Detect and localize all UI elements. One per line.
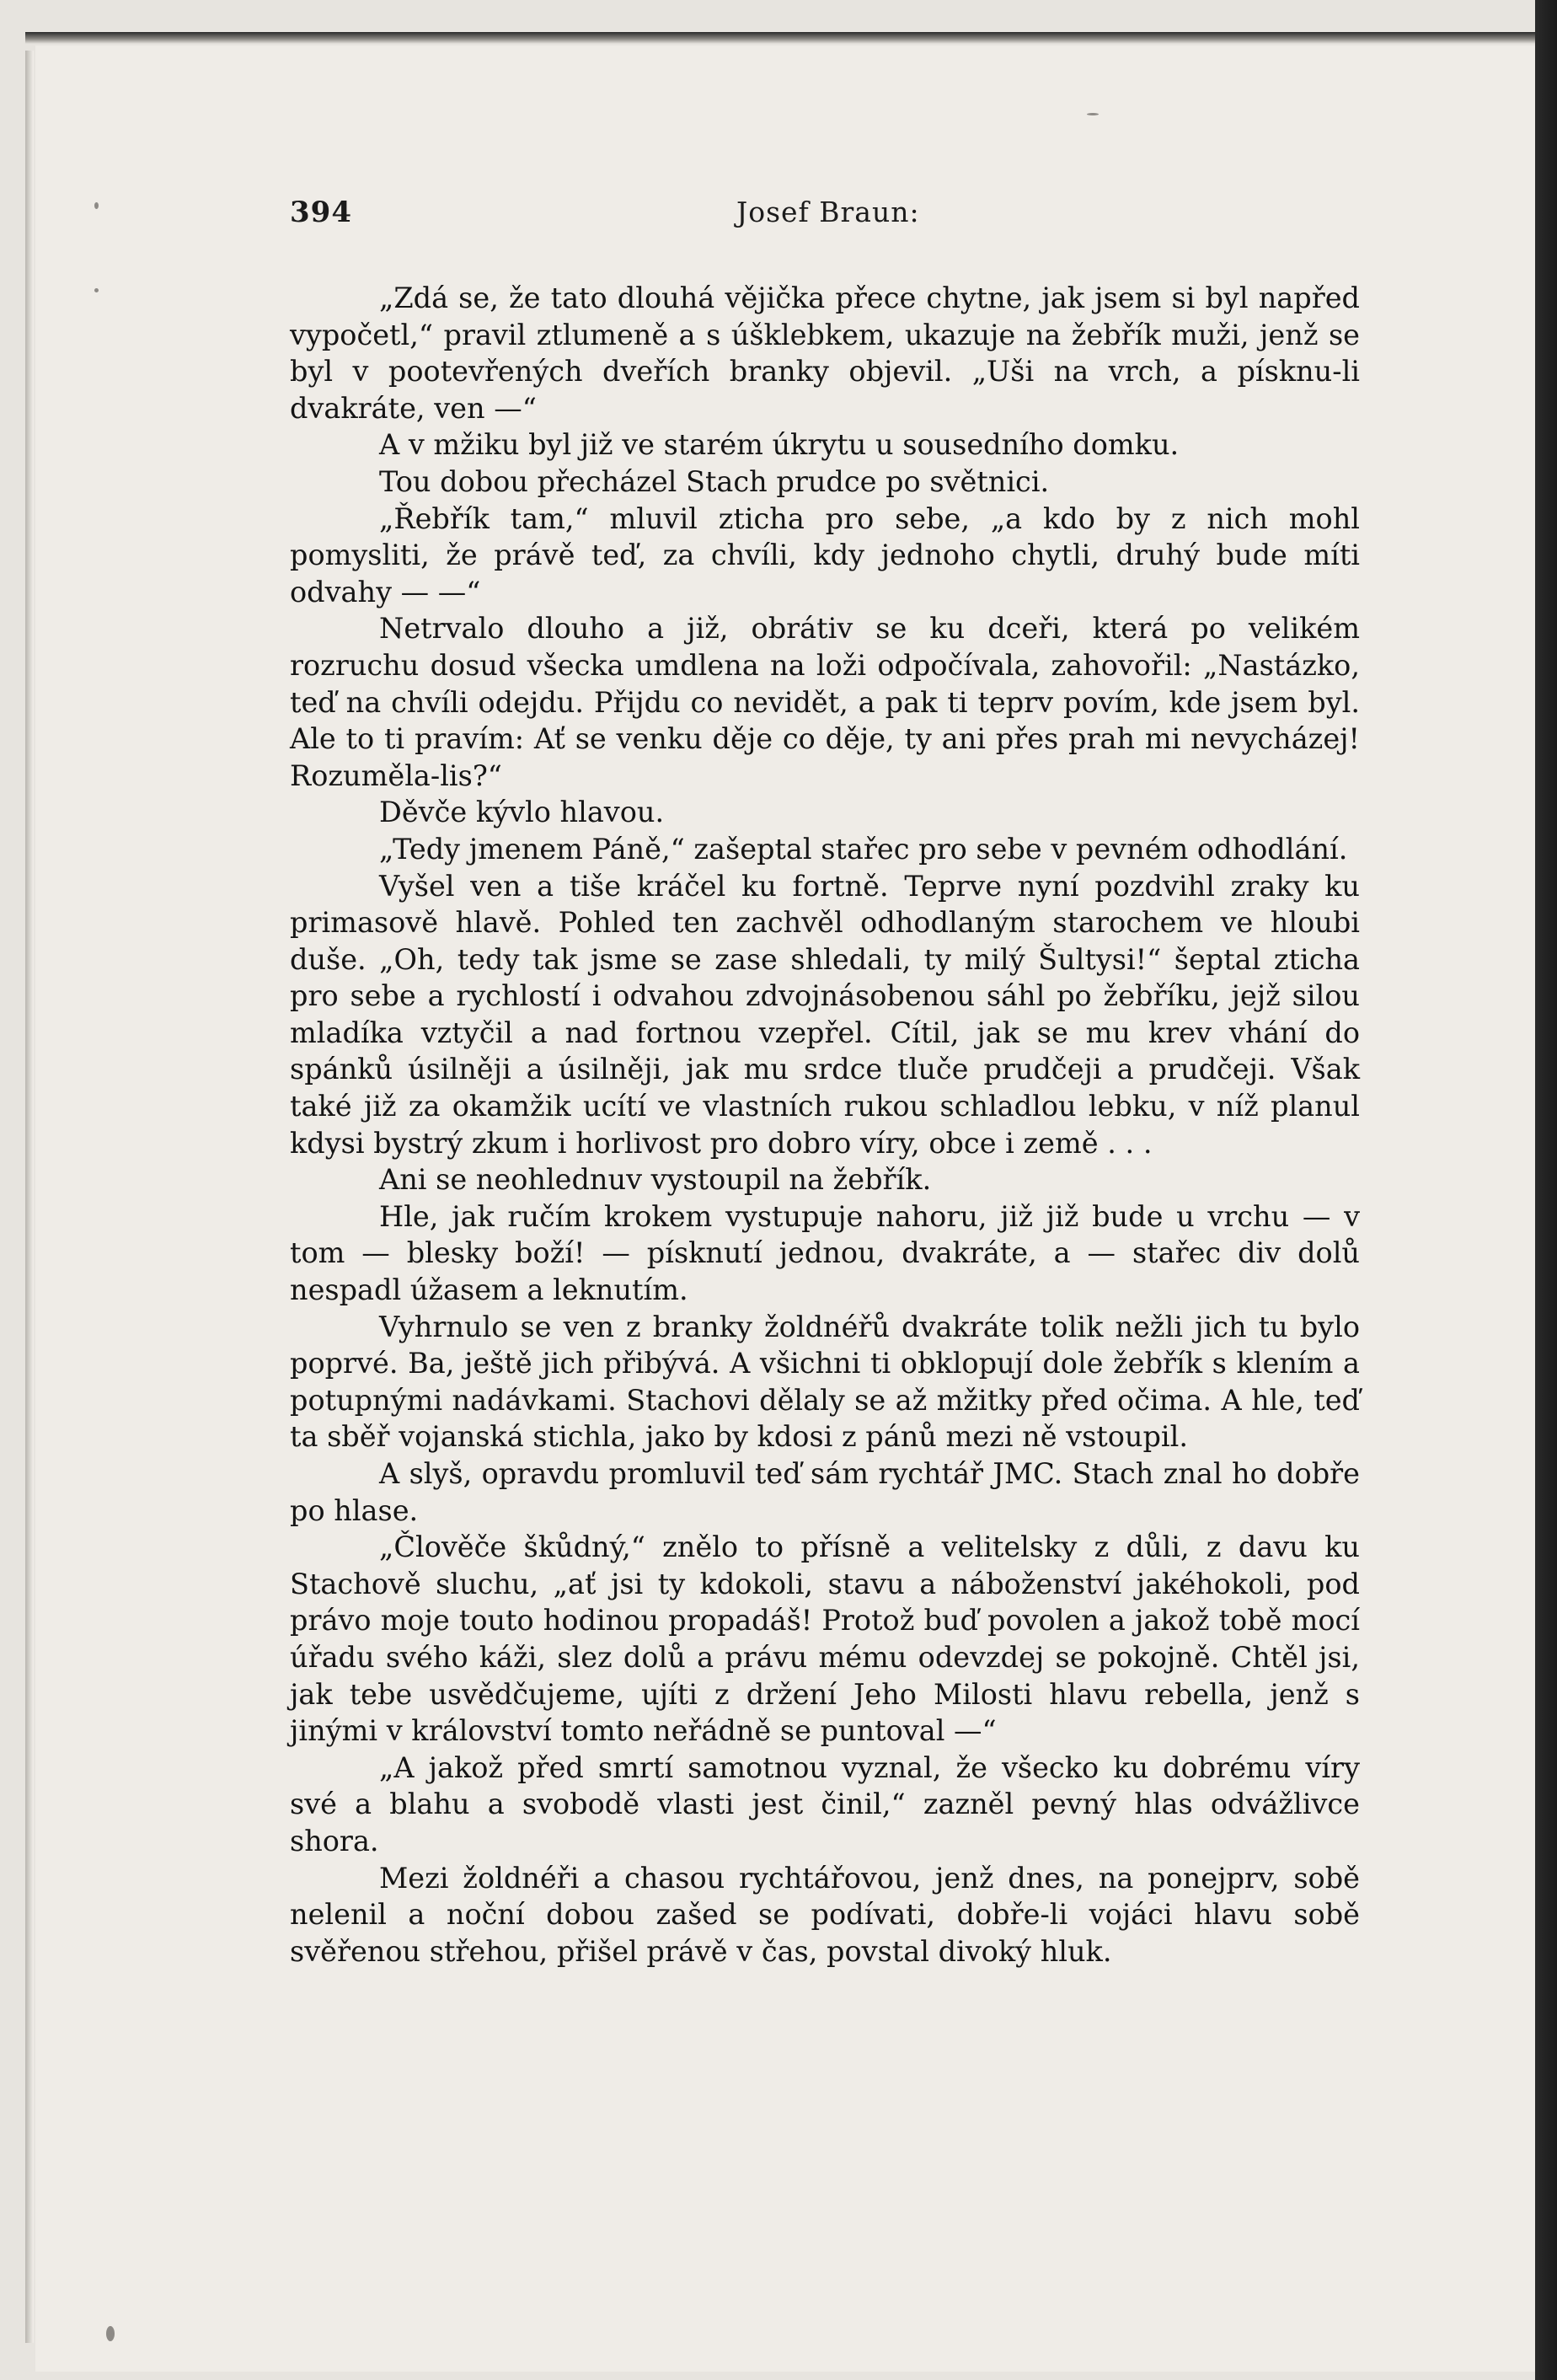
paragraph: „Zdá se, že tato dlouhá vějička přece chytne, jak jsem si byl napřed vypočetl,“ pravil ztlumeně a s úšklebkem, ukazuje na žebřík muži, jenž se byl v pootevřených dveřích branky objevil. „Uši na vrch, a písknu-li dvakráte, ven —“ [290, 281, 1360, 425]
running-title: Josef Braun: [736, 196, 920, 228]
paragraph: „A jakož před smrtí samotnou vyznal, že všecko ku dobrému víry své a blahu a svobodě vlasti jest činil,“ zazněl pevný hlas odvážlivce shora. [290, 1750, 1360, 1857]
paragraph: „Řebřík tam,“ mluvil zticha pro sebe, „a kdo by z nich mohl pomysliti, že právě teď, za chvíli, kdy jednoho chytli, druhý bude míti odvahy — —“ [290, 501, 1360, 608]
paragraph: Ani se neohlednuv vystoupil na žebřík. [379, 1163, 932, 1197]
paragraph: Mezi žoldnéři a chasou rychtářovou, jenž dnes, na ponejprv, sobě nelenil a noční dobou zašed se podívati, dobře-li vojáci hlavu sobě svěřenou střehou, přišel právě v čas, povstal divoký hluk. [290, 1861, 1360, 1968]
dust-speck [106, 2326, 115, 2341]
dust-speck [1087, 113, 1099, 115]
paragraph: „Tedy jmenem Páně,“ zašeptal stařec pro sebe v pevném odhodlání. [379, 832, 1348, 866]
paragraph: A slyš, opravdu promluvil teď sám rychtář JMC. Stach znal ho dobře po hlase. [290, 1457, 1360, 1527]
scan-edge-right [1535, 0, 1557, 2380]
page-edge-left [25, 51, 34, 2343]
paragraph: Hle, jak ručím krokem vystupuje nahoru, již již bude u vrchu — v tom — blesky boží! — písknutí jednou, dvakráte, a — stařec div dolů nespadl úžasem a leknutím. [290, 1199, 1360, 1307]
page-edge-top [25, 32, 1542, 44]
paragraph: Vyšel ven a tiše kráčel ku fortně. Teprve nyní pozdvihl zraky ku primasově hlavě. Pohled ten zachvěl odhodlaným starochem ve hloubi duše. „Oh, tedy tak jsme se zase shledali, ty milý Šultysi!“ šeptal zticha pro sebe a rychlostí i odvahou zdvojnásobenou sáhl po žebříku, jejž silou mladíka vztyčil a nad fortnou vzepřel. Cítil, jak se mu krev vhání do spánků úsilněji a úsilněji, jak mu srdce tluče prudčeji a prudčeji. Však také již za okamžik ucítí ve vlastních rukou schladlou lebku, v níž planul kdysi bystrý zkum i horlivost pro dobro víry, obce i země . . . [290, 869, 1360, 1160]
paragraph: Děvče kývlo hlavou. [379, 796, 665, 829]
dust-speck [94, 202, 99, 209]
running-head [290, 196, 1377, 238]
paragraph: „Člověče škůdný,“ znělo to přísně a velitelsky z důli, z davu ku Stachově sluchu, „ať jsi ty kdokoli, stavu a náboženství jakéhokoli, pod právo moje touto hodinou propadáš! Protož buď povolen a jakož tobě mocí úřadu svého káži, slez dolů a právu mému odevzdej se pokojně. Chtěl jsi, jak tebe usvědčujeme, ujíti z držení Jeho Milosti hlavu rebella, jenž s jinými v království tomto neřádně se puntoval —“ [290, 1530, 1360, 1748]
paragraph: A v mžiku byl již ve starém úkrytu u sousedního domku. [379, 428, 1180, 462]
page-number: 394 [290, 196, 352, 229]
paragraph: Netrvalo dlouho a již, obrátiv se ku dceři, která po velikém rozruchu dosud všecka umdlena na loži odpočívala, zahovořil: „Nastázko, teď na chvíli odejdu. Přijdu co nevidět, a pak ti teprv povím, kde jsem byl. Ale to ti pravím: Ať se venku děje co děje, ty ani přes prah mi nevycházej! Rozuměla-lis?“ [290, 612, 1360, 792]
paragraph: Tou dobou přecházel Stach prudce po světnici. [379, 464, 1050, 498]
dust-speck [94, 288, 99, 292]
paragraph: Vyhrnulo se ven z branky žoldnéřů dvakráte tolik nežli jich tu bylo poprvé. Ba, ještě jich přibývá. A všichni ti obklopují dole žebřík s klením a potupnými nadávkami. Stachovi dělaly se až mžitky před očima. A hle, teď ta sběř vojanská stichla, jako by kdosi z pánů mezi ně vstoupil. [290, 1310, 1360, 1454]
body-text [290, 280, 1360, 1970]
